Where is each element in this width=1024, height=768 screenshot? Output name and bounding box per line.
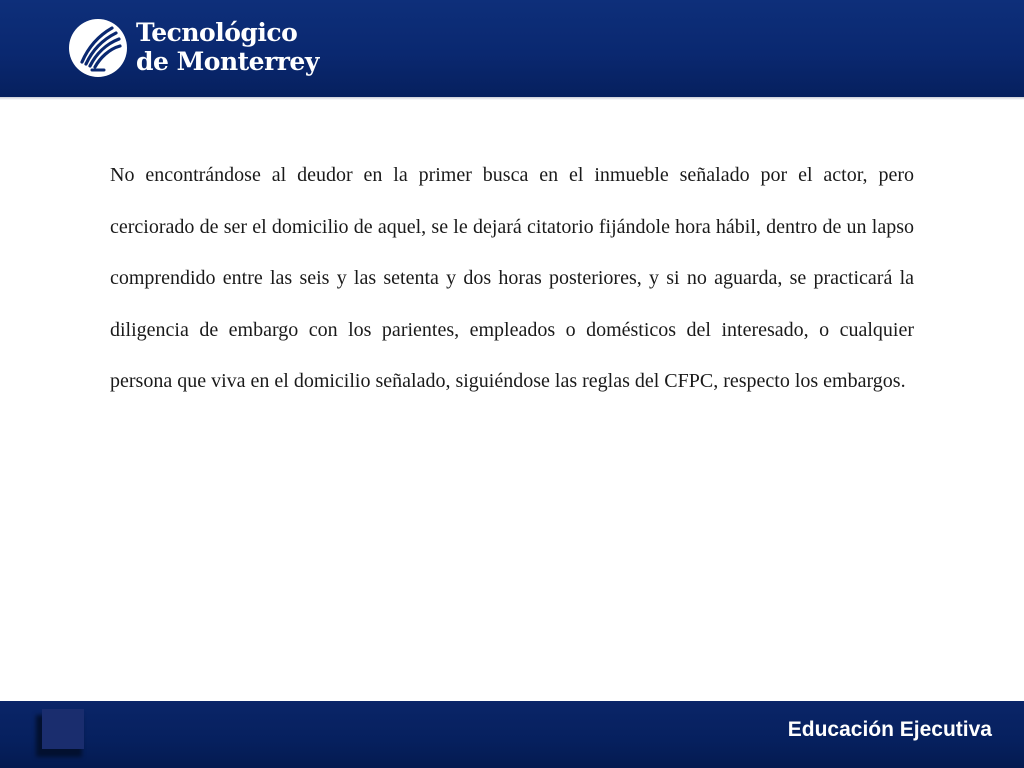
logo-line-2: de Monterrey [136,47,319,76]
slide-body [110,150,914,408]
body-paragraph: No encontrándose al deudor en la primer busca en el inmueble señalado por el actor, pero cerciorado de ser el domicilio de aquel, se le dejará citatorio fijándole hora hábil, dentro de un lapso comprendido entre las seis y las setenta y dos horas posteriores, y si no aguarda, se practicará la diligencia de embargo con los parientes, empleados o domésticos del interesado, o cualquier persona que viva en el domicilio señalado, siguiéndose las reglas del CFPC, respecto los embargos. [110,164,914,392]
footer-bar [0,701,1024,768]
logo-line-1: Tecnológico [136,18,298,47]
footer-program-label: Educación Ejecutiva [787,718,992,741]
header-divider [0,97,1024,100]
square-corner-mark-icon [32,709,84,757]
institution-logo-text [136,18,319,76]
header-bar [0,0,1024,97]
torch-flame-emblem-icon [68,18,128,78]
